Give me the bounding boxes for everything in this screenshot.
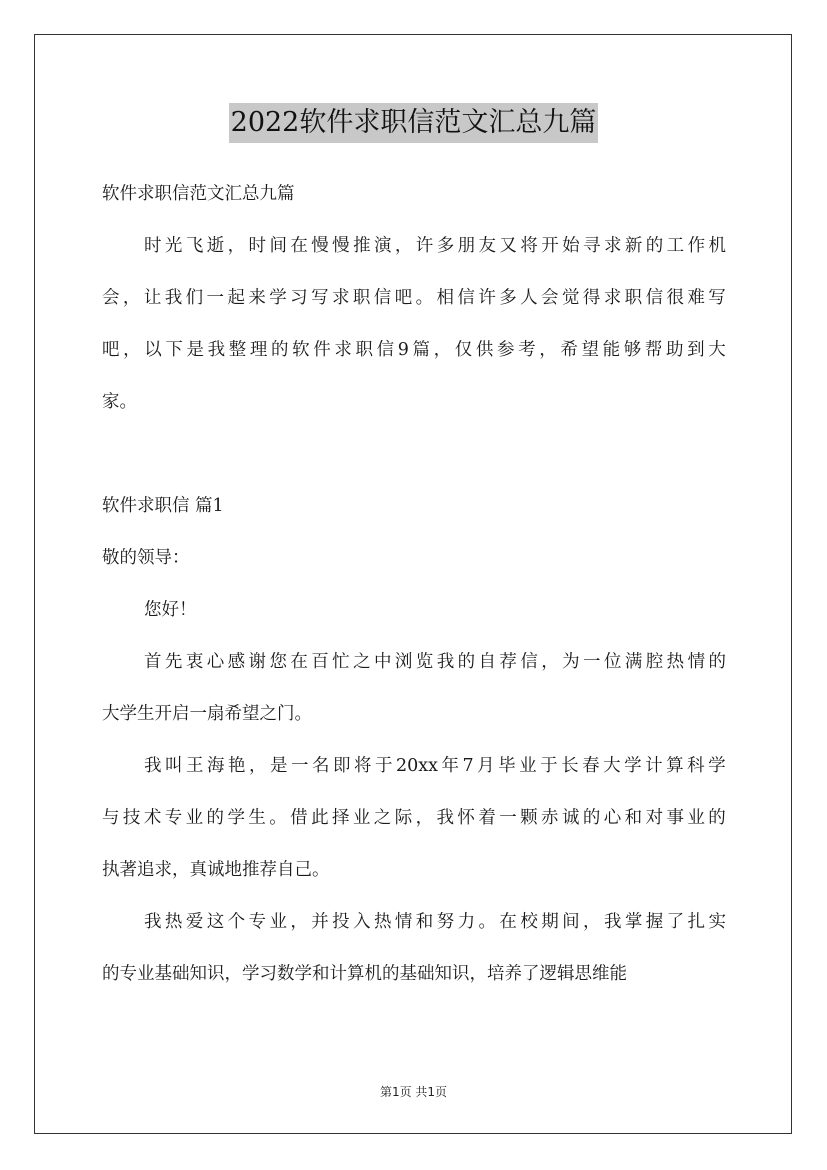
text-line: 与 技 术 专 业 的 学 生 。 借 此 择 业 之 际 ， 我 怀 着 一 颗 赤 诚 的 心 和 对 事 业 的 xyxy=(102,808,726,828)
text-line: 敬的领导： xyxy=(102,548,190,568)
text-line: 吧 ， 以 下 是 我 整 理 的 软 件 求 职 信 9 篇 ， 仅 供 参 考 ， 希 望 能 够 帮 助 到 大 xyxy=(102,340,726,360)
title-container xyxy=(0,103,827,143)
text-line: 我 叫 王 海 艳 ， 是 一 名 即 将 于 20xx 年 7 月 毕 业 于 长 春 大 学 计 算 科 学 xyxy=(144,756,726,776)
text-line: 的专业基础知识，学习数学和计算机的基础知识，培养了逻辑思维能 xyxy=(102,964,627,984)
text-line: 执著追求，真诚地推荐自己。 xyxy=(102,860,330,880)
text-line: 大学生开启一扇希望之门。 xyxy=(102,704,312,724)
page-number: 第1页 共1页 xyxy=(379,1085,448,1099)
text-line: 首 先 衷 心 感 谢 您 在 百 忙 之 中 浏 览 我 的 自 荐 信 ， 为 一 位 满 腔 热 情 的 xyxy=(144,652,726,672)
text-line: 您好！ xyxy=(144,600,197,620)
text-line: 我 热 爱 这 个 专 业 ， 并 投 入 热 情 和 努 力 。 在 校 期 间 ， 我 掌 握 了 扎 实 xyxy=(144,912,726,932)
text-line: 软件求职信 篇1 xyxy=(102,496,224,516)
document-title: 2022软件求职信范文汇总九篇 xyxy=(229,103,599,143)
page-footer xyxy=(0,1083,827,1100)
text-line: 软件求职信范文汇总九篇 xyxy=(102,184,295,204)
text-line: 时 光 飞 逝 ， 时 间 在 慢 慢 推 演 ， 许 多 朋 友 又 将 开 始 寻 求 新 的 工 作 机 xyxy=(144,236,726,256)
text-line: 家。 xyxy=(102,392,137,412)
text-line: 会 ， 让 我 们 一 起 来 学 习 写 求 职 信 吧 。 相 信 许 多 人 会 觉 得 求 职 信 很 难 写 xyxy=(102,288,726,308)
document-body xyxy=(102,168,726,1000)
paragraph-gap xyxy=(102,428,726,480)
